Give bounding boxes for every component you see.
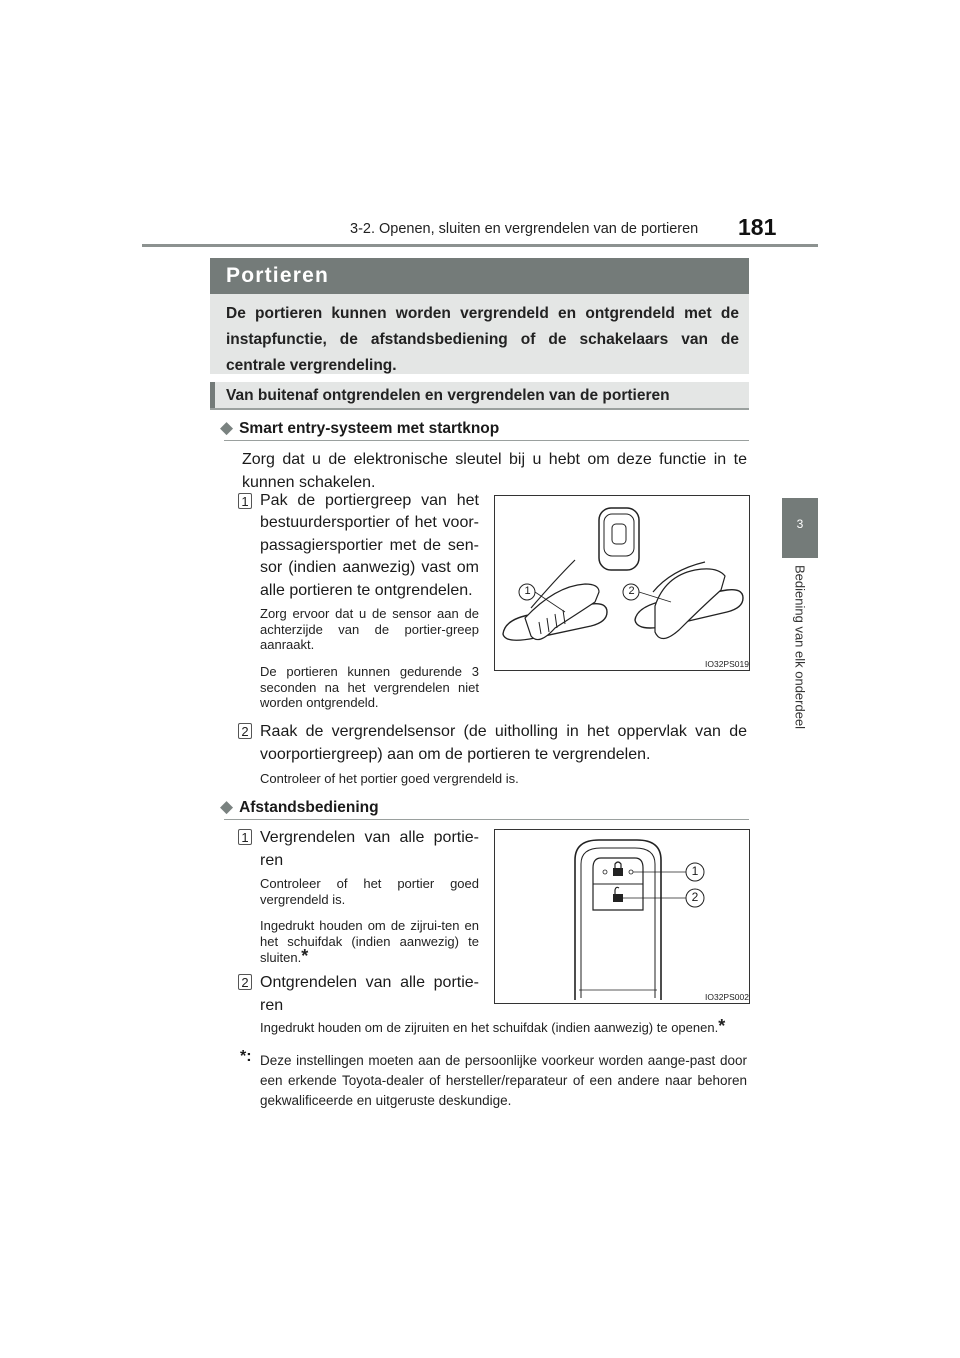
intro-text: De portieren kunnen worden vergrendeld en ontgrendeld met de instapfunctie, de afstandsbediening of de schakelaars van de centrale vergrendeling. <box>210 294 749 374</box>
section-title: 3-2. Openen, sluiten en vergrendelen van de portieren <box>350 221 699 237</box>
footnote-text: Deze instellingen moeten aan de persoonlijke voorkeur worden aange-past door een erkende Toyota-dealer of hersteller/reparateur of een andere naar behoren gekwalificeerde en uitgeruste deskundige. <box>260 1053 747 1108</box>
step-note: Controleer of het portier goed vergrendeld is. <box>260 771 519 786</box>
step-number: 2 <box>238 723 252 739</box>
step-note <box>260 918 479 966</box>
section-heading-smart-entry <box>220 418 749 438</box>
step-text: Pak de portiergreep van het bestuurdersportier of het voor-passagiersportier met de sen-sor (indien aanwezig) vast om alle portieren te ontgrendelen. <box>260 492 479 599</box>
diamond-icon: ◆ <box>220 797 234 816</box>
step-text: Vergrendelen van alle portie-ren <box>260 829 479 869</box>
chapter-number: 3 <box>796 517 804 531</box>
section-heading-text: Smart entry-systeem met startknop <box>239 420 500 437</box>
step-number: 1 <box>238 829 252 845</box>
page-title: Portieren <box>210 258 749 294</box>
figure-callout: 2 <box>691 890 699 904</box>
subheading-text: Van buitenaf ontgrendelen en vergrendelen van de portieren <box>226 387 670 404</box>
chapter-label-wrap <box>782 565 818 745</box>
section-intro: Zorg dat u de elektronische sleutel bij u hebt om deze functie in te kunnen schakelen. <box>242 451 747 491</box>
section-heading-remote <box>220 797 749 817</box>
step-note-text: Ingedrukt houden om de zijrui-ten en het schuifdak (indien aanwezig) te sluiten. <box>260 918 479 965</box>
figure-remote <box>494 829 750 1004</box>
remote-key-illustration <box>495 830 749 1003</box>
figure-door-handle <box>494 495 750 671</box>
step-text: Ontgrendelen van alle portie-ren <box>260 974 479 1014</box>
step-text: Raak de vergrendelsensor (de uitholling in het oppervlak van de voorportiergreep) aan om de portieren te vergrendelen. <box>260 723 747 763</box>
subheading-accent <box>210 382 215 408</box>
figure-code: IO32PS002 <box>705 992 749 1002</box>
figure-callout: 2 <box>628 585 635 597</box>
asterisk: * <box>301 946 309 966</box>
figure-callout: 1 <box>691 864 699 878</box>
footnote-marker: *: <box>240 1048 252 1065</box>
figure-callout: 1 <box>524 585 531 597</box>
section-rule <box>224 440 749 441</box>
step-note: Controleer of het portier goed vergrendeld is. <box>260 876 479 907</box>
step-note: De portieren kunnen gedurende 3 seconden na het vergrendelen niet worden ontgrendeld. <box>260 664 479 710</box>
figure-code: IO32PS019 <box>705 659 749 669</box>
step-note-text: Ingedrukt houden om de zijruiten en het schuifdak (indien aanwezig) te openen. <box>260 1020 719 1035</box>
chapter-tab <box>782 498 818 558</box>
subheading-bar <box>210 382 749 410</box>
asterisk: * <box>718 1016 726 1036</box>
header-rule <box>142 244 818 247</box>
chapter-label: Bediening van elk onderdeel <box>792 565 808 730</box>
section-rule <box>224 819 749 820</box>
diamond-icon: ◆ <box>220 418 234 437</box>
step-number: 1 <box>238 493 252 509</box>
step-note: Zorg ervoor dat u de sensor aan de achterzijde van de portier-greep aanraakt. <box>260 606 479 652</box>
door-handle-illustration <box>495 496 749 670</box>
page-number: 181 <box>738 214 777 240</box>
section-heading-text: Afstandsbediening <box>239 799 379 816</box>
step-note <box>260 1016 747 1036</box>
step-number: 2 <box>238 974 252 990</box>
